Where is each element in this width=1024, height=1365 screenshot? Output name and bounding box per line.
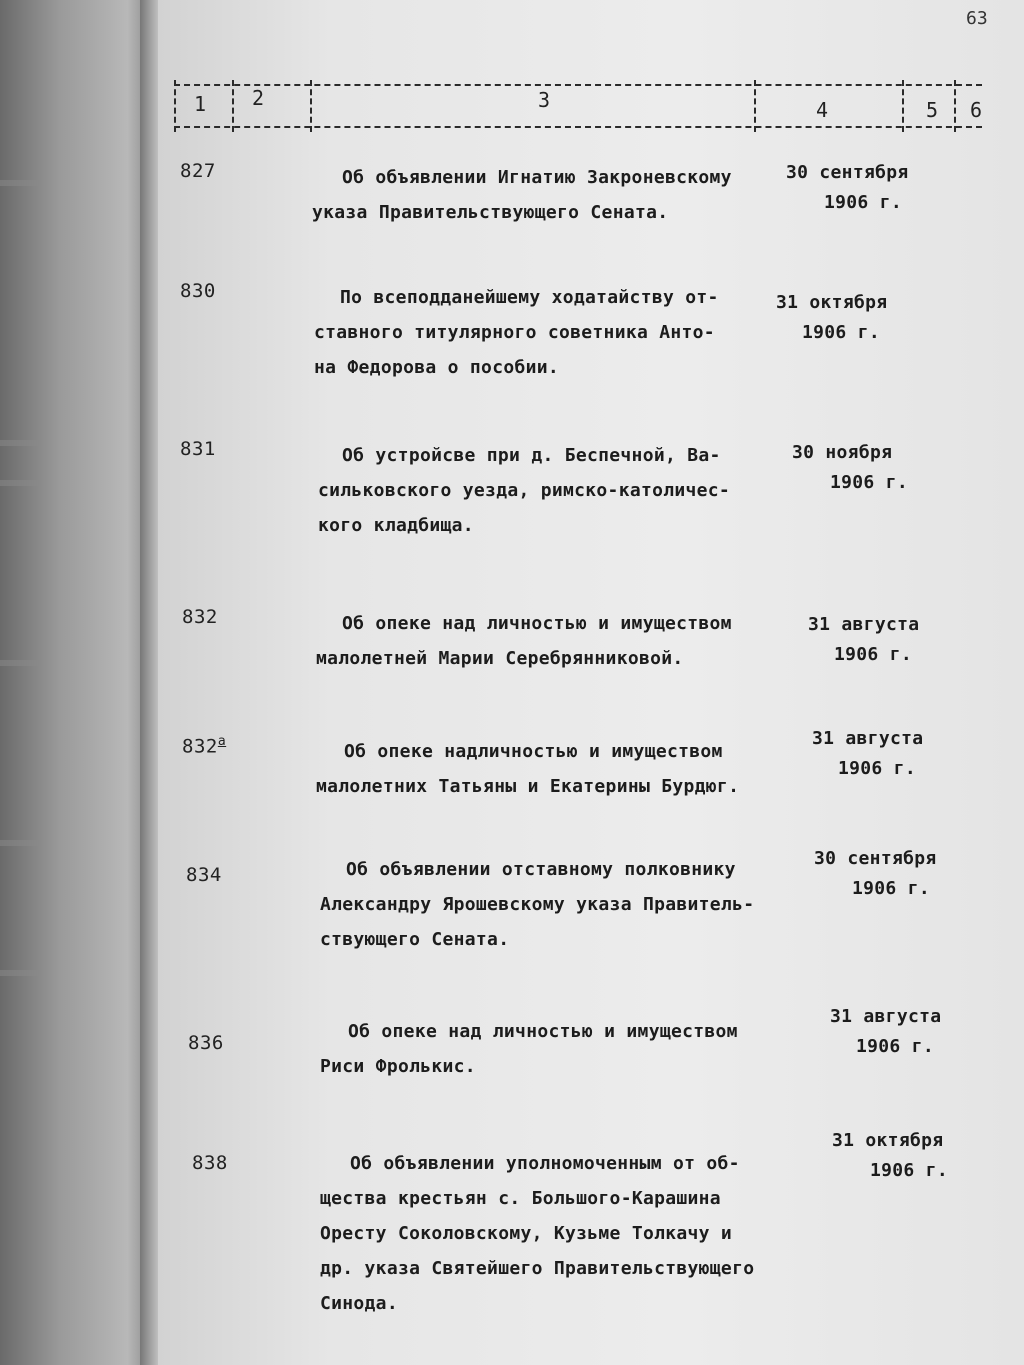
adjacent-page-strip — [0, 0, 150, 1365]
entry-date: 30 ноября 1906 г. — [792, 442, 908, 493]
ghost-text-mark — [0, 660, 40, 666]
column-divider — [232, 80, 234, 132]
entry-number: 834 — [186, 864, 222, 886]
entry-date: 31 октября 1906 г. — [776, 292, 888, 343]
entry-description: Об объявлении уполномоченным от об- щества крестьян с. Большого-Карашина Оресту Соколовскому, Кузьме Толкачу и др. указа Святейшего Правительствующего Синода. — [320, 1153, 755, 1314]
column-divider — [174, 80, 176, 132]
column-header-5: 5 — [926, 98, 939, 122]
entry-description: Об опеке над личностью и имуществом малолетней Марии Серебрянниковой. — [316, 613, 732, 669]
entry-date: 30 сентября 1906 г. — [814, 848, 937, 899]
column-divider — [954, 80, 956, 132]
column-header-2: 2 — [252, 86, 265, 110]
entry-description: Об устройсве при д. Беспечной, Ва- сильковского уезда, римско-католичес- кого кладбища. — [318, 445, 731, 536]
ghost-text-mark — [0, 970, 40, 976]
entry-number: 836 — [188, 1032, 224, 1054]
entry-number: 832 — [182, 606, 218, 628]
entry-number: 831 — [180, 438, 216, 460]
entry-description: По всеподданейшему ходатайству от- ставного титулярного советника Анто- на Федорова о пособии. — [314, 287, 719, 378]
entry-number: 827 — [180, 160, 216, 182]
column-divider — [902, 80, 904, 132]
entry-date: 31 августа 1906 г. — [808, 614, 920, 665]
ghost-text-mark — [0, 440, 40, 446]
column-header-6: 6 — [970, 98, 983, 122]
column-header-3: 3 — [538, 88, 551, 112]
entry-date: 31 августа 1906 г. — [812, 728, 924, 779]
entry-description: Об опеке надличностью и имуществом малолетних Татьяны и Екатерины Бурдюг. — [316, 741, 740, 797]
entry-description: Об опеке над личностью и имуществом Риси Фролькис. — [320, 1021, 738, 1077]
page-number: 63 — [966, 8, 988, 29]
column-header-row — [174, 84, 982, 128]
entry-number: 838 — [192, 1152, 228, 1174]
entry-description: Об объявлении отставному полковнику Александру Ярошевскому указа Правитель- ствующего Сената. — [320, 859, 755, 950]
column-header-1: 1 — [194, 92, 207, 116]
entry-date: 31 октября 1906 г. — [832, 1130, 948, 1181]
entry-number: $832^а$ — [182, 734, 227, 758]
document-page — [158, 0, 1024, 1365]
column-header-4: 4 — [816, 98, 829, 122]
entry-number: 830 — [180, 280, 216, 302]
column-divider — [754, 80, 756, 132]
entry-date: 30 сентября 1906 г. — [786, 162, 909, 213]
column-divider — [310, 80, 312, 132]
ghost-text-mark — [0, 180, 40, 186]
entry-date: 31 августа 1906 г. — [830, 1006, 942, 1057]
ghost-text-mark — [0, 480, 40, 486]
entry-description: Об объявлении Игнатию Закроневскому указа Правительствующего Сената. — [312, 167, 732, 223]
ghost-text-mark — [0, 840, 40, 846]
